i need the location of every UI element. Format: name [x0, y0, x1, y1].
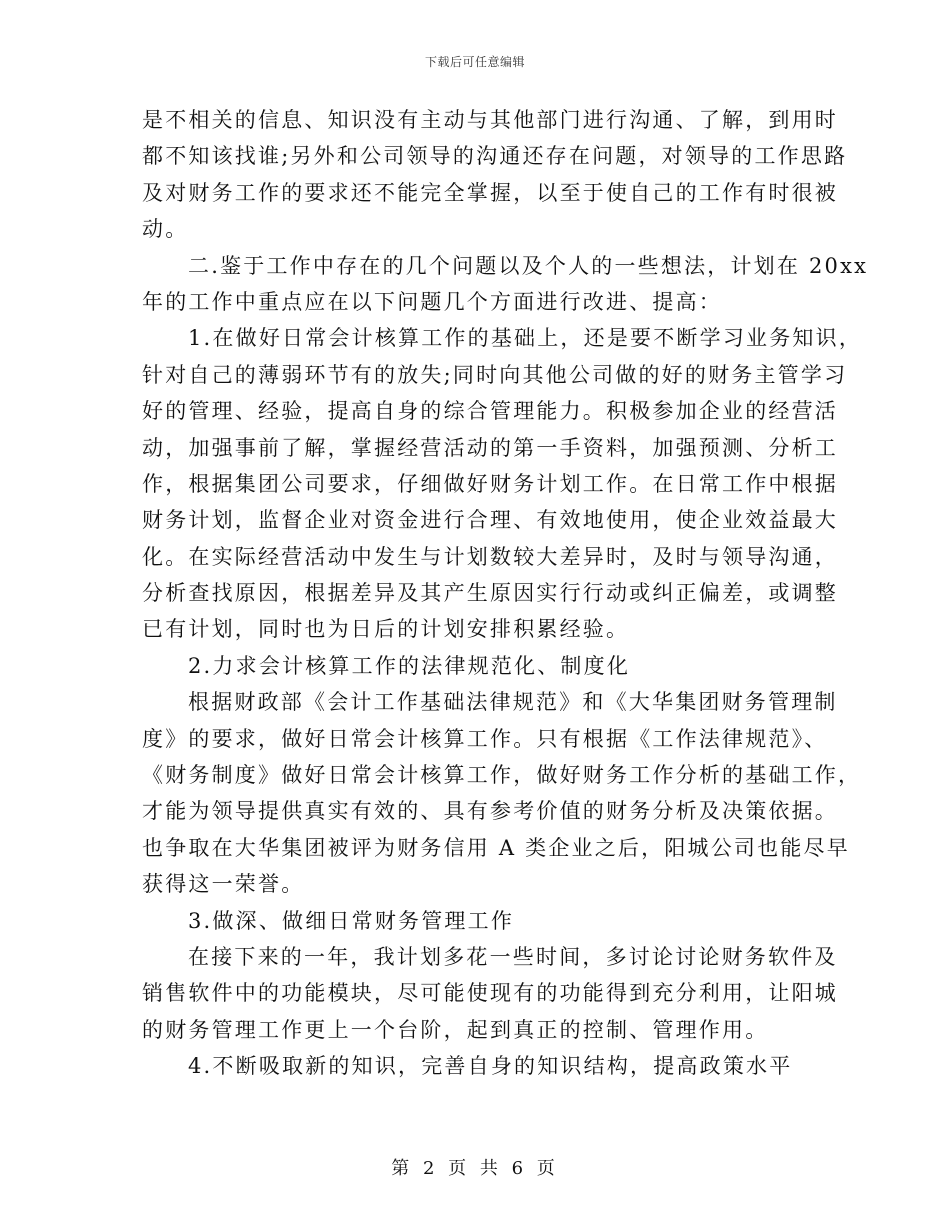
body-line: 作，根据集团公司要求，仔细做好财务计划工作。在日常工作中根据 [142, 471, 838, 496]
body-line: 获得这一荣誉。 [142, 872, 305, 897]
body-line: 财务计划，监督企业对资金进行合理、有效地使用，使企业效益最大 [142, 508, 838, 533]
paragraph-start: 在接下来的一年，我计划多花一些时间，多讨论讨论财务软件及 [188, 944, 838, 969]
body-line: 都不知该找谁;另外和公司领导的沟通还存在问题，对领导的工作思路 [142, 144, 848, 169]
body-line: 针对自己的薄弱环节有的放失;同时向其他公司做的好的财务主管学习 [142, 362, 848, 387]
body-line: 好的管理、经验，提高自身的综合管理能力。积极参加企业的经营活 [142, 399, 838, 424]
body-line: 销售软件中的功能模块，尽可能使现有的功能得到充分利用，让阳城 [142, 981, 838, 1006]
list-item-heading: 1.在做好日常会计核算工作的基础上，还是要不断学习业务知识， [188, 326, 863, 351]
document-body [142, 102, 869, 1085]
paragraph-start: 根据财政部《会计工作基础法律规范》和《大华集团财务管理制 [188, 690, 838, 715]
body-line: 分析查找原因，根据差异及其产生原因实行行动或纠正偏差，或调整 [142, 581, 838, 606]
body-line: 也争取在大华集团被评为财务信用 A 类企业之后，阳城公司也能尽早 [142, 835, 850, 860]
section-heading: 二.鉴于工作中存在的几个问题以及个人的一些想法，计划在 20xx [188, 253, 869, 278]
list-item-heading: 4.不断吸取新的知识，完善自身的知识结构，提高政策水平 [188, 1054, 793, 1079]
page-header: 下载后可任意编辑 [424, 55, 525, 69]
list-item-heading: 3.做深、做细日常财务管理工作 [188, 908, 515, 933]
body-line: 化。在实际经营活动中发生与计划数较大差异时，及时与领导沟通， [142, 544, 838, 569]
page-footer: 第 2 页 共 6 页 [391, 1158, 559, 1179]
body-line: 是不相关的信息、知识没有主动与其他部门进行沟通、了解，到用时 [142, 108, 838, 132]
body-line: 的财务管理工作更上一个台阶，起到真正的控制、管理作用。 [142, 1017, 769, 1042]
body-line: 动，加强事前了解，掌握经营活动的第一手资料，加强预测、分析工 [142, 435, 838, 460]
body-line: 已有计划，同时也为日后的计划安排积累经验。 [142, 617, 630, 642]
body-line: 动。 [142, 217, 189, 242]
body-line: 才能为领导提供真实有效的、具有参考价值的财务分析及决策依据。 [142, 799, 838, 824]
body-line: 度》的要求，做好日常会计核算工作。只有根据《工作法律规范》、 [142, 726, 828, 751]
list-item-heading: 2.力求会计核算工作的法律规范化、制度化 [188, 653, 631, 678]
body-line: 年的工作中重点应在以下问题几个方面进行改进、提高： [142, 289, 722, 314]
body-line: 《财务制度》做好日常会计核算工作，做好财务工作分析的基础工作， [142, 763, 862, 788]
body-line: 及对财务工作的要求还不能完全掌握，以至于使自己的工作有时很被 [142, 180, 838, 205]
